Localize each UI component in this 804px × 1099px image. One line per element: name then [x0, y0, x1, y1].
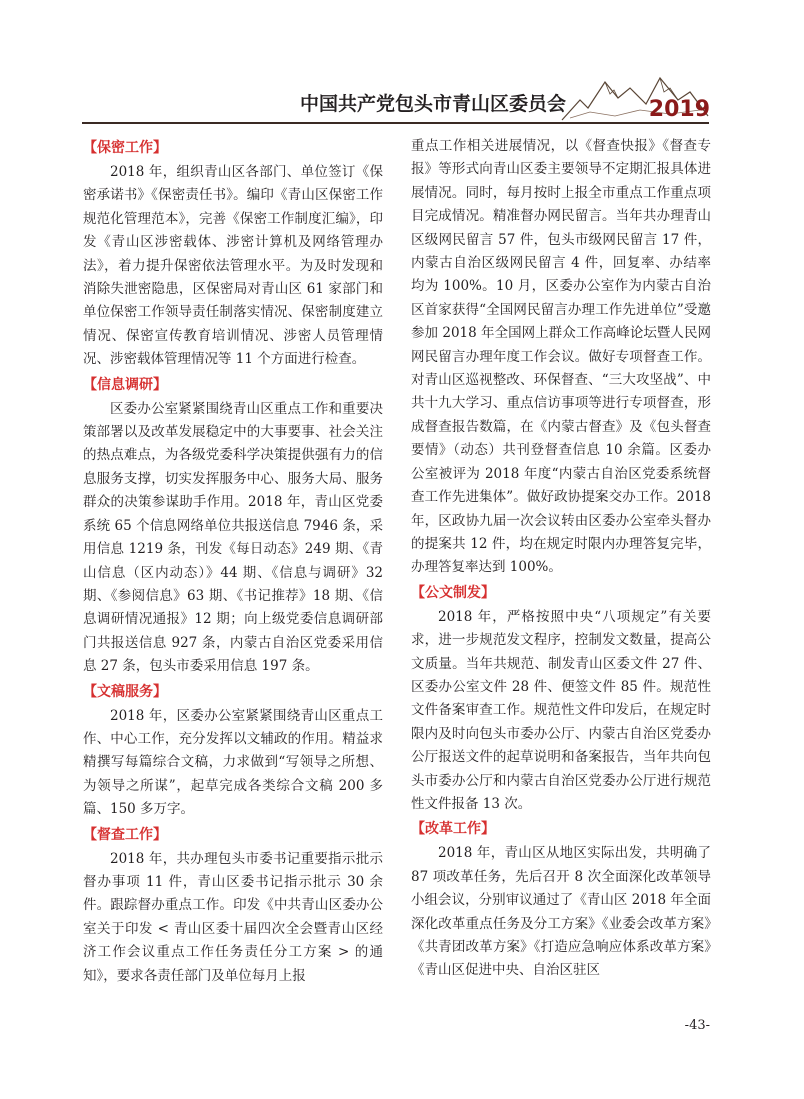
section-paragraph: 2018 年，区委办公室紧紧围绕青山区重点工作、中心工作，充分发挥以文辅政的作用。精益求精撰写每篇综合文稿，力求做到“写领导之所想、为领导之所谋”，起草完成各类综合文稿 200 多篇、150 多万字。 — [83, 707, 383, 818]
section-paragraph: 区委办公室紧紧围绕青山区重点工作和重要决策部署以及改革发展稳定中的大事要事、社会关注的热点难点，为各级党委科学决策提供强有力的信息服务支撑，切实发挥服务中心、服务大局、服务群众的决策参谋助手作用。2018 年，青山区党委系统 65 个信息网络单位共报送信息 7946 条，采用信息 1219 条，刊发《每日动态》249 期、《青山信息（区内动态）》44 期、《信息与调研》32 期、《参阅信息》63 期、《书记推荐》18 期、《信息调研情况通报》12 期；向上级党委信息调研部门共报送信息 927 条，内蒙古自治区党委采用信息 27 条，包头市委采用信息 197 条。 — [83, 400, 383, 675]
header-title: 中国共产党包头市青山区委员会 — [300, 93, 567, 115]
header-divider — [82, 122, 709, 124]
section-paragraph-continued: 重点工作相关进展情况，以《督查快报》《督查专报》等形式向青山区委主要领导不定期汇报具体进展情况。同时，每月按时上报全市重点工作重点项目完成情况。精准督办网民留言。当年共办理青山区级网民留言 57 件，包头市级网民留言 17 件，内蒙古自治区级网民留言 4 件，回复率、办结率均为 100%。10 月，区委办公室作为内蒙古自治区首家获得“全国网民留言办理工作先进单位”受邀参加 2018 年全国网上群众工作高峰论坛暨人民网网民留言办理年度工作会议。做好专项督查工作。对青山区巡视整改、环保督查、“三大攻坚战”、中共十九大学习、重点信访事项等进行专项督查，形成督查报告数篇，在《内蒙古督查》及《包头督查要情》（动态）共刊登督查信息 10 余篇。区委办公室被评为 2018 年度“内蒙古自治区党委系统督查工作先进集体”。做好政协提案交办工作。2018 年，区政协九届一次会议转由区委办公室牵头督办的提案共 12 件，均在规定时限内办理答复完毕，办理答复率达到 100%。 — [411, 138, 711, 576]
section-heading-security: 【保密工作】 — [83, 140, 167, 156]
section-heading-document-issuance: 【公文制发】 — [411, 584, 495, 601]
section-heading-reform: 【改革工作】 — [411, 821, 495, 838]
section-heading-writing-service: 【文稿服务】 — [83, 683, 167, 700]
header-year: 2019 — [648, 97, 710, 122]
left-column — [83, 135, 383, 988]
right-column — [411, 135, 711, 983]
section-paragraph: 2018 年，组织青山区各部门、单位签订《保密承诺书》《保密责任书》。编印《青山区保密工作规范化管理范本》，完善《保密工作制度汇编》，印发《青山区涉密载体、涉密计算机及网络管理办法》，着力提升保密依法管理水平。为及时发现和消除失泄密隐患，区保密局对青山区 61 家部门和单位保密工作领导责任制落实情况、保密制度建立情况、保密宣传教育培训情况、涉密人员管理情况、涉密载体管理情况等 11 个方面进行检查。 — [83, 164, 383, 368]
section-paragraph: 2018 年，严格按照中央“八项规定”有关要求，进一步规范发文程序，控制发文数量，提高公文质量。当年共规范、制发青山区委文件 27 件、区委办公室文件 28 件、便签文件 85 件。规范性文件备案审查工作。规范性文件印发后，在规定时限内及时向包头市委办公厅、内蒙古自治区党委办公厅报送文件的起草说明和备案报告，当年共向包头市委办公厅和内蒙古自治区党委办公厅进行规范性文件报备 13 次。 — [411, 608, 711, 812]
page-header — [0, 0, 804, 132]
section-paragraph: 2018 年，共办理包头市委书记重要指示批示督办事项 11 件，青山区委书记指示批示 30 余件。跟踪督办重点工作。印发《中共青山区委办公室关于印发 < 青山区委十届四次全会暨青山区经济工作会议重点工作任务责任分工方案 > 的通知》，要求各责任部门及单位每月上报 — [83, 850, 383, 984]
page-number: -43- — [684, 1018, 710, 1033]
section-paragraph: 2018 年，青山区从地区实际出发，共明确了 87 项改革任务，先后召开 8 次全面深化改革领导小组会议，分别审议通过了《青山区 2018 年全面深化改革重点任务及分工方案》《业委会改革方案》《共青团改革方案》《打造应急响应体系改革方案》《青山区促进中央、自治区驻区 — [411, 845, 711, 979]
section-heading-supervision: 【督查工作】 — [83, 826, 167, 843]
section-heading-info-research: 【信息调研】 — [83, 376, 167, 393]
